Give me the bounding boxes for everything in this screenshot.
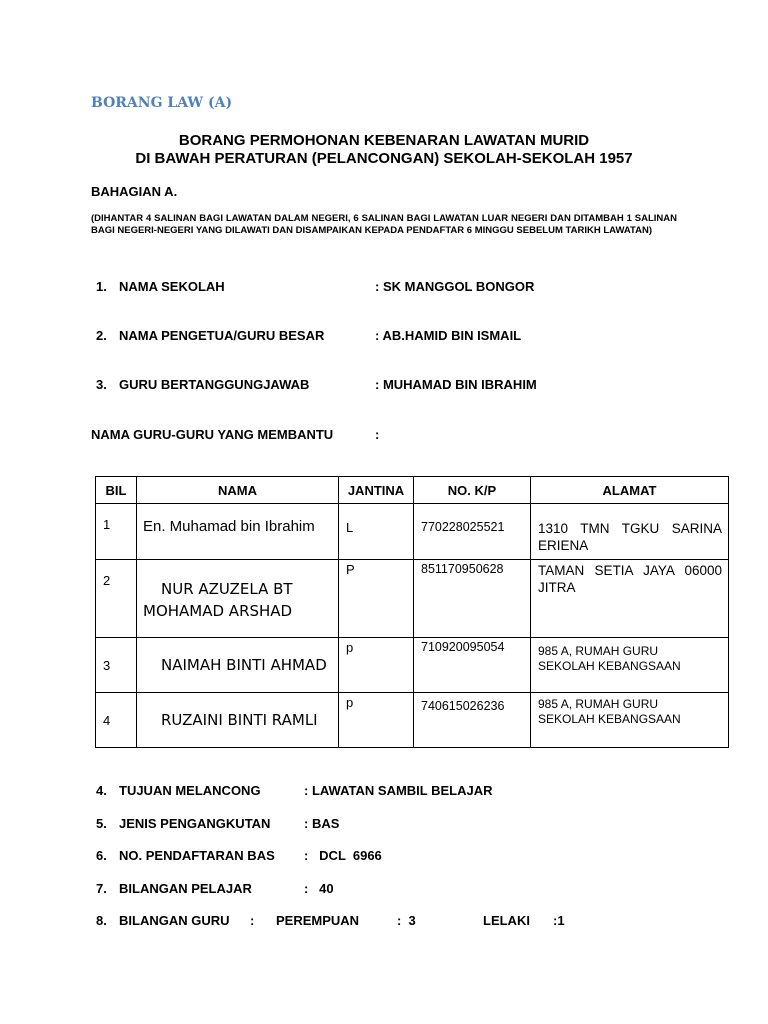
- detail-bus-registration-value: : DCL 6966: [304, 848, 382, 863]
- female-teachers-value: : 3: [397, 913, 416, 928]
- field-number: 4.: [96, 783, 107, 798]
- column-header-nama: NAMA: [137, 477, 339, 504]
- field-headmaster-value: : AB.HAMID BIN ISMAIL: [375, 328, 522, 343]
- detail-bus-registration-label: [96, 848, 275, 863]
- male-teachers-label: LELAKI: [483, 913, 530, 928]
- table-row: [96, 693, 729, 748]
- cell-nama: En. Muhamad bin Ibrahim: [137, 504, 339, 560]
- field-number: 3.: [96, 377, 107, 392]
- cell-bil: 2: [96, 560, 137, 638]
- field-label: GURU BERTANGGUNGJAWAB: [119, 377, 310, 392]
- cell-nama-line-2: MOHAMAD ARSHAD: [143, 602, 293, 620]
- table-row: [96, 560, 729, 638]
- detail-transport-label: [96, 816, 270, 831]
- field-responsible-teacher-label: [96, 377, 309, 392]
- teacher-count-colon: :: [250, 913, 255, 928]
- cell-nama: [137, 560, 339, 638]
- column-header-bil: BIL: [96, 477, 137, 504]
- cell-jantina: P: [339, 560, 414, 638]
- cell-bil: 3: [96, 638, 137, 693]
- cell-kp: 770228025521: [414, 504, 531, 560]
- cell-kp: 851170950628: [414, 560, 531, 638]
- cell-alamat-line-2: SEKOLAH KEBANGSAAN: [538, 712, 681, 726]
- field-number: 1.: [96, 279, 107, 294]
- detail-student-count-value: : 40: [304, 881, 334, 896]
- cell-alamat-line-2: SEKOLAH KEBANGSAAN: [538, 659, 681, 673]
- cell-kp: 740615026236: [414, 693, 531, 748]
- cell-jantina: L: [339, 504, 414, 560]
- field-number: 5.: [96, 816, 107, 831]
- table-row: [96, 638, 729, 693]
- section-heading: BAHAGIAN A.: [91, 184, 178, 199]
- column-header-kp: NO. K/P: [414, 477, 531, 504]
- field-label: BILANGAN GURU: [119, 913, 230, 928]
- cell-nama-line-1: NUR AZUZELA BT: [161, 580, 293, 598]
- cell-alamat: [531, 693, 729, 748]
- cell-alamat-line-1: 985 A, RUMAH GURU: [538, 697, 659, 711]
- field-responsible-teacher-value: : MUHAMAD BIN IBRAHIM: [375, 377, 537, 392]
- field-number: 2.: [96, 328, 107, 343]
- field-number: 6.: [96, 848, 107, 863]
- field-label: BILANGAN PELAJAR: [119, 881, 252, 896]
- column-header-jantina: JANTINA: [339, 477, 414, 504]
- cell-alamat: TAMAN SETIA JAYA 06000 JITRA: [531, 560, 729, 638]
- field-label: NO. PENDAFTARAN BAS: [119, 848, 275, 863]
- field-label: TUJUAN MELANCONG: [119, 783, 261, 798]
- detail-student-count-label: [96, 881, 252, 896]
- field-school-label: [96, 279, 225, 294]
- table-row: [96, 504, 729, 560]
- cell-alamat: [531, 638, 729, 693]
- helpers-label: NAMA GURU-GURU YANG MEMBANTU: [91, 427, 334, 442]
- cell-alamat: 1310 TMN TGKU SARINA ERIENA: [531, 504, 729, 560]
- male-teachers-value: :1: [553, 913, 565, 928]
- cell-jantina: p: [339, 638, 414, 693]
- cell-jantina: p: [339, 693, 414, 748]
- detail-purpose-value: : LAWATAN SAMBIL BELAJAR: [304, 783, 493, 798]
- field-school-value: : SK MANGGOL BONGOR: [375, 279, 535, 294]
- field-label: NAMA PENGETUA/GURU BESAR: [119, 328, 325, 343]
- cell-alamat-line-1: 985 A, RUMAH GURU: [538, 644, 659, 658]
- cell-kp: 710920095054: [414, 638, 531, 693]
- assisting-teachers-table: [95, 476, 729, 748]
- form-code: BORANG LAW (A): [91, 95, 233, 111]
- cell-bil: 4: [96, 693, 137, 748]
- field-number: 8.: [96, 913, 107, 928]
- document-title-line-1: BORANG PERMOHONAN KEBENARAN LAWATAN MURID: [178, 132, 590, 149]
- helpers-colon: :: [375, 427, 380, 442]
- female-teachers-label: PEREMPUAN: [276, 913, 360, 928]
- detail-purpose-label: [96, 783, 261, 798]
- detail-transport-value: : BAS: [304, 816, 340, 831]
- cell-nama: RUZAINI BINTI RAMLI: [137, 693, 339, 748]
- document-title-line-2: DI BAWAH PERATURAN (PELANCONGAN) SEKOLAH-SEKOLAH 1957: [135, 150, 633, 167]
- table-header-row: [96, 477, 729, 504]
- column-header-alamat: ALAMAT: [531, 477, 729, 504]
- cell-bil: 1: [96, 504, 137, 560]
- field-label: NAMA SEKOLAH: [119, 279, 225, 294]
- instruction-note: (DIHANTAR 4 SALINAN BAGI LAWATAN DALAM NEGERI, 6 SALINAN BAGI LAWATAN LUAR NEGERI DAN DITAMBAH 1 SALINAN BAGI NEGERI-NEGERI YANG DILAWATI DAN DISAMPAIKAN KEPADA PENDAFTAR 6 MINGGU SEBELUM TARIKH LAWATAN): [91, 213, 677, 236]
- field-label: JENIS PENGANGKUTAN: [119, 816, 271, 831]
- field-headmaster-label: [96, 328, 324, 343]
- cell-nama: NAIMAH BINTI AHMAD: [137, 638, 339, 693]
- teacher-count-label: [96, 913, 230, 928]
- field-number: 7.: [96, 881, 107, 896]
